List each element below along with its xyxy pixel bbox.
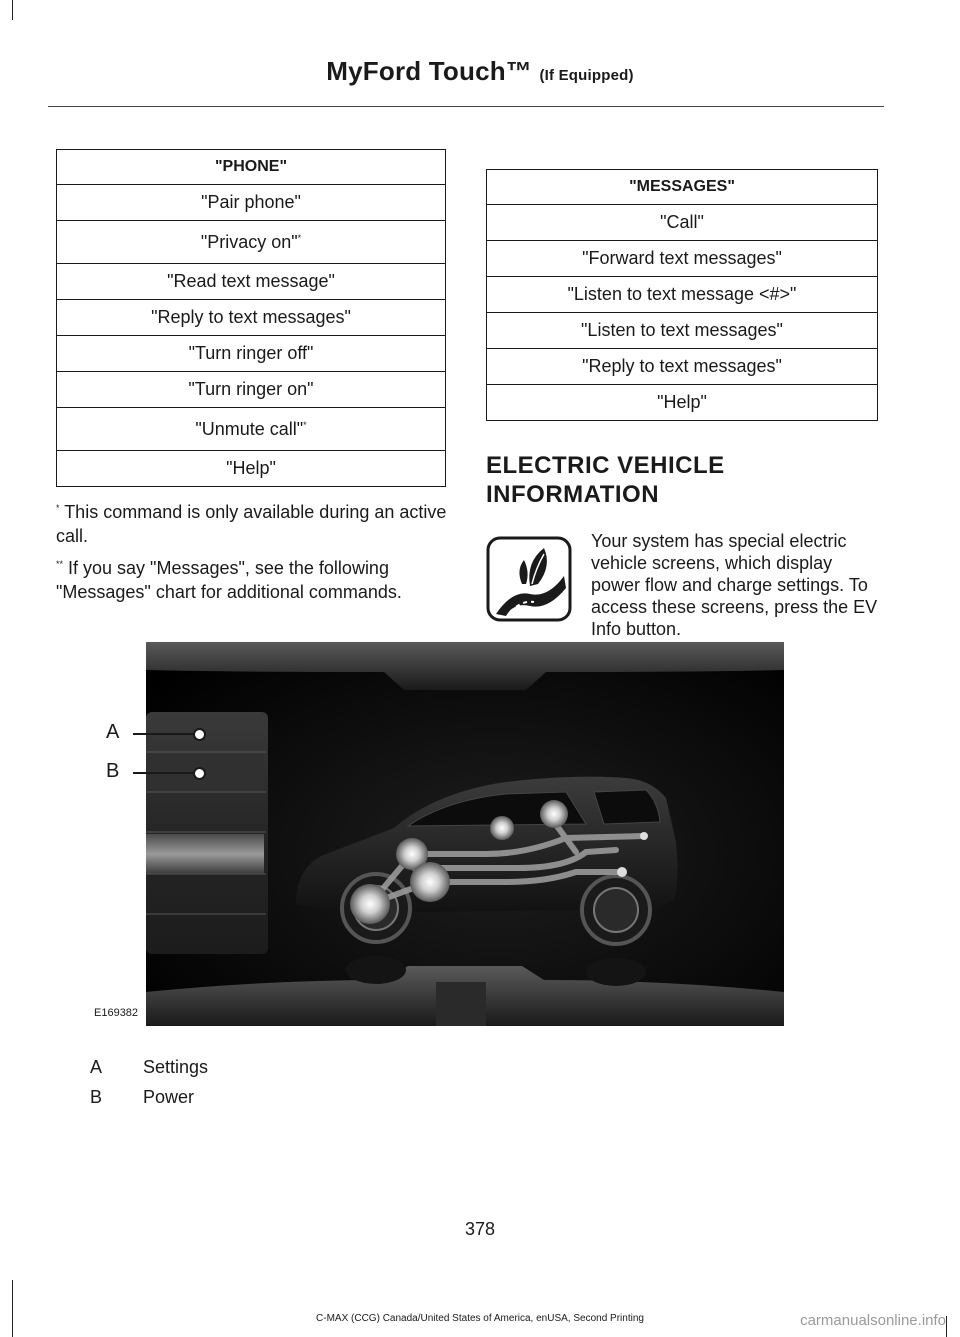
legend-letter: B <box>90 1087 103 1107</box>
page-footer: C-MAX (CCG) Canada/United States of America, enUSA, Second Printing <box>316 1313 644 1324</box>
page-number: 378 <box>464 1219 496 1239</box>
table-row: "Reply to text messages" <box>487 349 878 385</box>
page-header <box>0 56 960 87</box>
callout-letter-a: A <box>106 721 120 743</box>
header-rule <box>48 106 884 107</box>
crop-mark-top-left <box>12 0 13 20</box>
callout-letter-b: B <box>106 760 120 782</box>
legend-label: Settings <box>143 1057 209 1077</box>
section-body: Your system has special electric vehicle screens, which display power flow and charge settings. To access these screens, press the EV Info button. <box>591 531 878 639</box>
table-row: "Privacy on"* <box>57 221 446 264</box>
legend-letter: A <box>90 1057 103 1077</box>
table-row: "Read text message" <box>57 264 446 300</box>
section-heading: ELECTRIC VEHICLE INFORMATION <box>486 452 725 508</box>
callout-line-a <box>133 733 195 735</box>
table-row: "Help" <box>487 385 878 421</box>
ev-leaf-road-icon <box>486 536 572 622</box>
ev-screen-figure <box>146 642 784 1026</box>
table-row: "Turn ringer off" <box>57 336 446 372</box>
table-row: "Forward text messages" <box>487 241 878 277</box>
footnote-messages: ** If you say "Messages", see the following "Messages" chart for additional commands. <box>56 558 402 602</box>
footnote-active-call: * This command is only available during an active call. <box>56 502 447 546</box>
messages-table-heading: "MESSAGES" <box>487 170 878 205</box>
table-row: "Turn ringer on" <box>57 372 446 408</box>
table-row: "Unmute call"* <box>57 408 446 451</box>
messages-commands-table <box>486 169 878 421</box>
table-row: "Call" <box>487 205 878 241</box>
header-subtitle: (If Equipped) <box>539 67 634 84</box>
callout-dot-a <box>193 728 206 741</box>
phone-table-heading: "PHONE" <box>57 150 446 185</box>
table-row: "Pair phone" <box>57 185 446 221</box>
table-row: "Listen to text messages" <box>487 313 878 349</box>
callout-dot-b <box>193 767 206 780</box>
watermark: carmanualsonline.info <box>800 1312 946 1329</box>
table-row: "Reply to text messages" <box>57 300 446 336</box>
figure-id: E169382 <box>94 1007 139 1019</box>
phone-commands-table <box>56 149 446 487</box>
crop-mark-bottom-left <box>12 1280 13 1337</box>
table-row: "Help" <box>57 451 446 487</box>
legend-label: Power <box>143 1087 195 1107</box>
header-title: MyFord Touch™ <box>326 56 533 86</box>
callout-line-b <box>133 772 195 774</box>
table-row: "Listen to text message <#>" <box>487 277 878 313</box>
